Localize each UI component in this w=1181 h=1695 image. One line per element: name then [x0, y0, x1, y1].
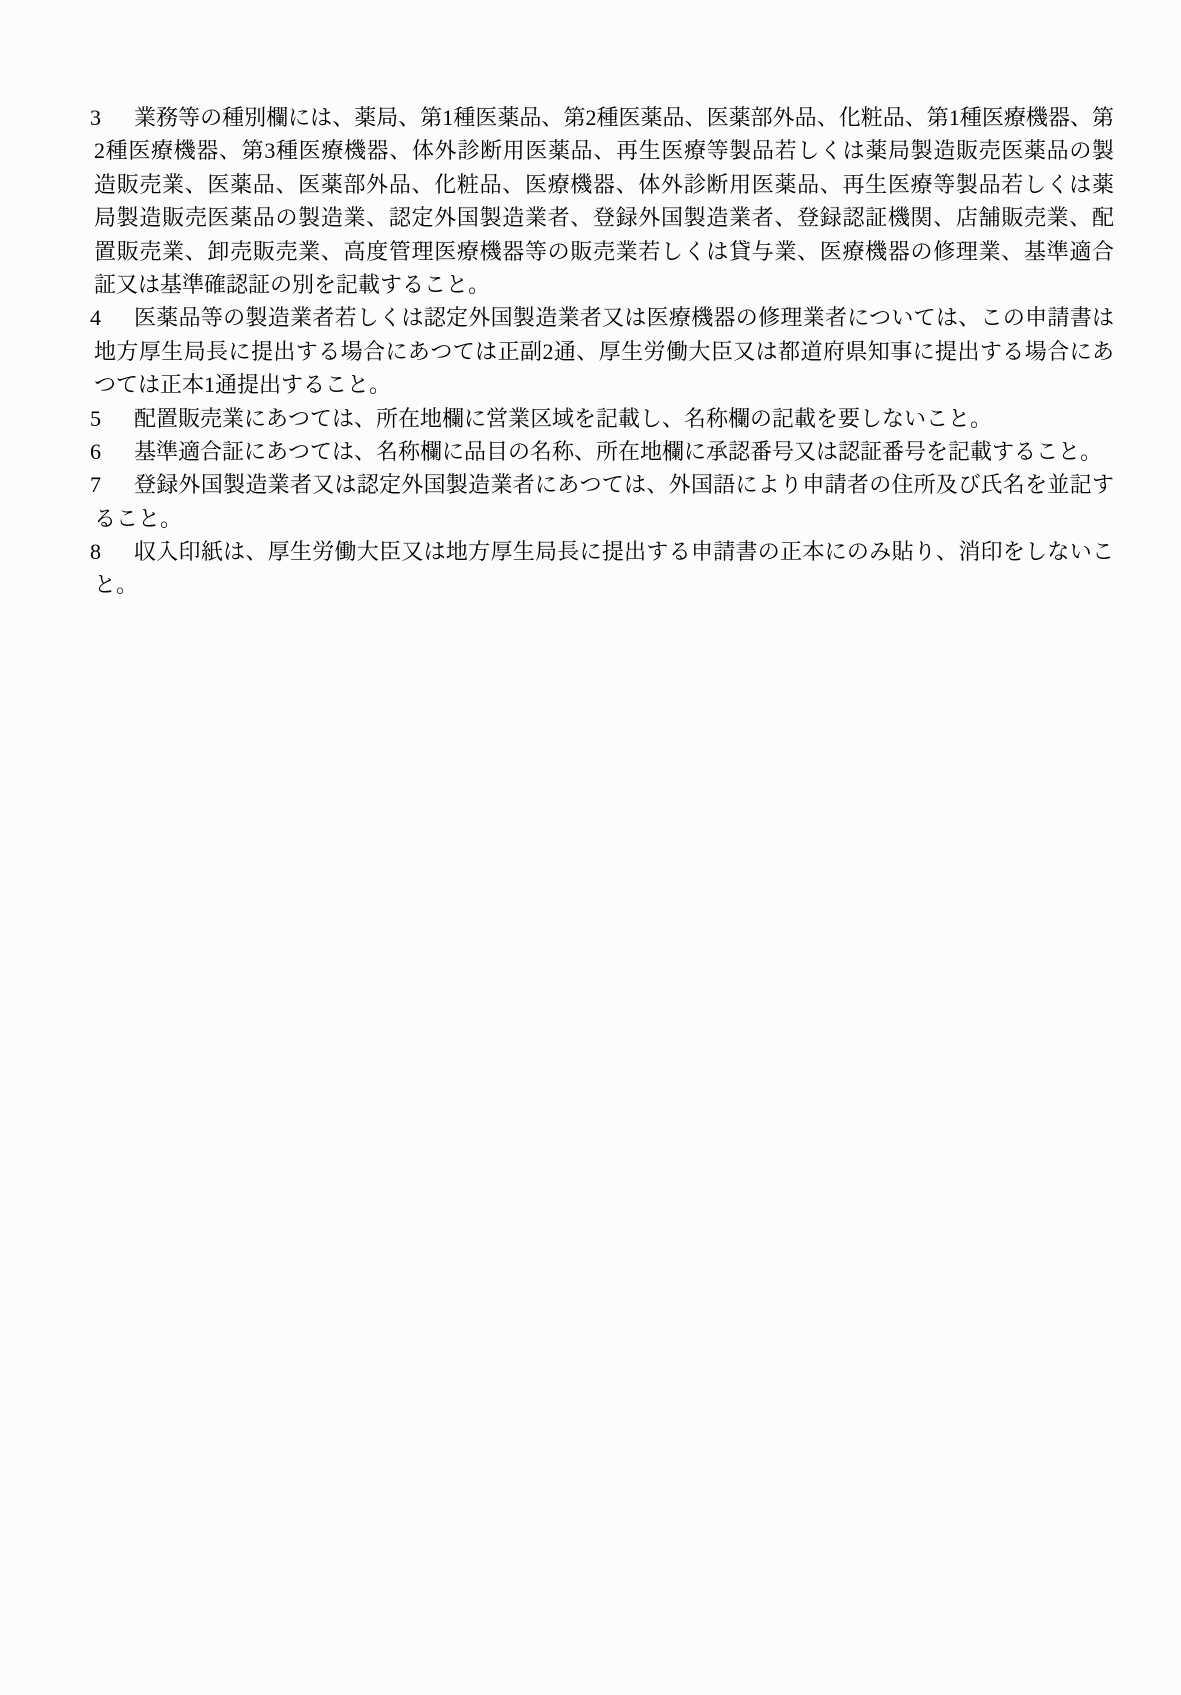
item-text-line: ること。: [94, 505, 183, 531]
list-item: [90, 402, 1114, 435]
item-text-line: 収入印紙は、厚生労働大臣又は地方厚生局長に提出する申請書の正本にのみ貼り、消印をしないこ: [134, 539, 1114, 565]
item-number: 6: [90, 438, 101, 464]
item-text-line: 配置販売業にあつては、所在地欄に営業区域を記載し、名称欄の記載を要しないこと。: [134, 405, 993, 431]
item-text-line: 業務等の種別欄には、薬局、第1種医薬品、第2種医薬品、医薬部外品、化粧品、第1種医療機器、第: [134, 105, 1114, 130]
item-text-line: つては正本1通提出すること。: [94, 372, 392, 398]
item-text-line: 地方厚生局長に提出する場合にあつては正副2通、厚生労働大臣又は都道府県知事に提出する場合にあ: [94, 338, 1114, 364]
item-text-line: と。: [94, 572, 139, 598]
item-text-line: 医薬品等の製造業者若しくは認定外国製造業者又は医療機器の修理業者については、この申請書は: [134, 305, 1114, 331]
item-first-line: [90, 301, 1114, 334]
item-first-line: [90, 435, 1114, 468]
item-text-line: 置販売業、卸売販売業、高度管理医療機器等の販売業若しくは貸与業、医療機器の修理業、基準適合: [94, 238, 1114, 264]
item-text-line: 証又は基準確認証の別を記載すること。: [94, 271, 491, 297]
item-text-line: 登録外国製造業者又は認定外国製造業者にあつては、外国語により申請者の住所及び氏名を並記す: [134, 472, 1114, 498]
item-text-line: 局製造販売医薬品の製造業、認定外国製造業者、登録外国製造業者、登録認証機関、店舗販売業、配: [94, 205, 1114, 231]
item-text-line: 2種医療機器、第3種医療機器、体外診断用医薬品、再生医療等製品若しくは薬局製造販売医薬品の製: [94, 138, 1114, 164]
item-text-line: 基準適合証にあつては、名称欄に品目の名称、所在地欄に承認番号又は認証番号を記載すること。: [134, 438, 1103, 464]
item-number: 5: [90, 405, 101, 431]
item-number: 3: [90, 105, 101, 130]
item-first-line: [90, 402, 1114, 435]
item-text-line: 造販売業、医薬品、医薬部外品、化粧品、医療機器、体外診断用医薬品、再生医療等製品若しくは薬: [94, 171, 1114, 197]
item-first-line: [90, 535, 1114, 568]
list-item: [90, 468, 1114, 535]
notes-list: [90, 101, 1114, 602]
list-item: [90, 301, 1114, 401]
list-item: [90, 435, 1114, 468]
list-item: [90, 535, 1114, 602]
item-first-line: [90, 101, 1114, 134]
item-number: 4: [90, 305, 101, 331]
item-first-line: [90, 468, 1114, 501]
list-item: [90, 101, 1114, 301]
item-number: 7: [90, 472, 101, 498]
item-number: 8: [90, 539, 101, 565]
